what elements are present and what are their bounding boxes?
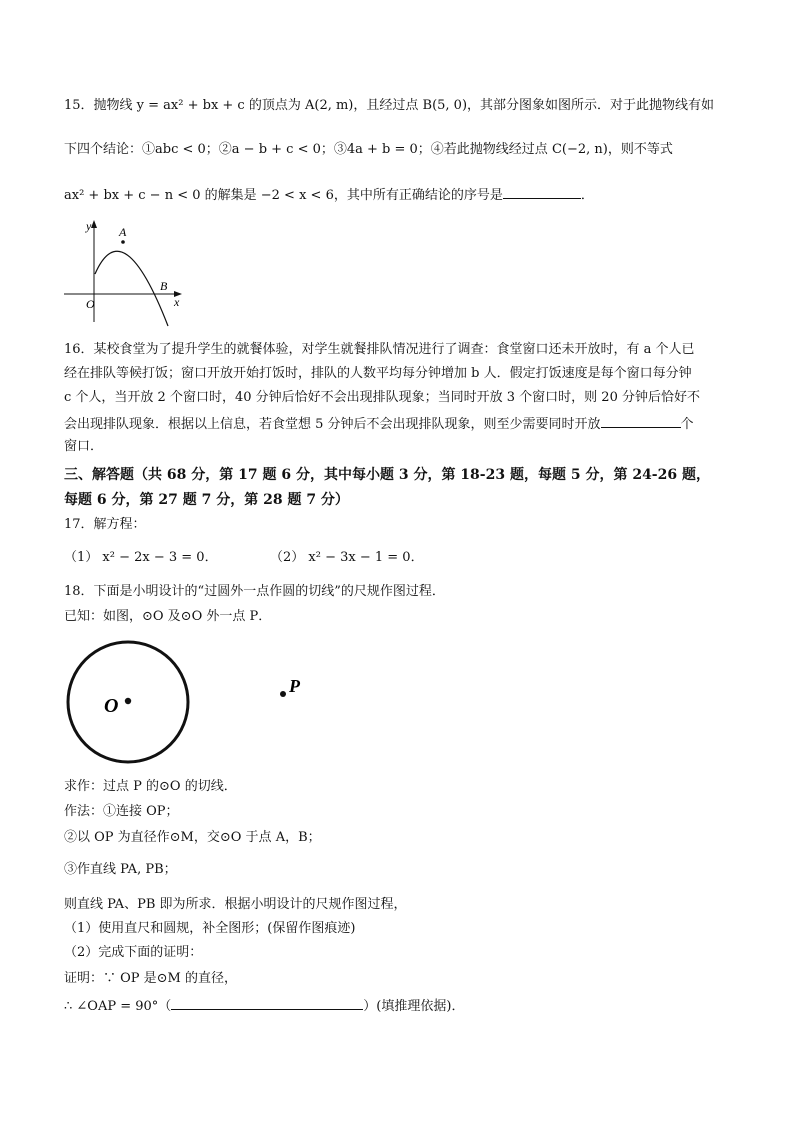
- vertex-label: A: [119, 225, 127, 239]
- q18-method-step-3: ③作直线 PA, PB；: [64, 862, 177, 877]
- section-3-heading-line-1: 三、解答题（共 68 分，第 17 题 6 分，其中每小题 3 分，第 18-23 题，每题 5 分，第 24-26 题，: [64, 467, 710, 483]
- origin-label: O: [86, 297, 95, 311]
- q18-proof-line-2: [64, 995, 464, 1017]
- center-o-label: O: [104, 695, 119, 717]
- parabola-curve: [95, 251, 168, 326]
- center-o-point: [125, 698, 131, 704]
- q18-intro: 18．下面是小明设计的“过圆外一点作圆的切线”的尺规作图过程．: [64, 584, 445, 599]
- q18-conclusion: 则直线 PA、PB 即为所求．根据小明设计的尺规作图过程，: [64, 897, 407, 912]
- q16-answer-blank[interactable]: [601, 413, 681, 428]
- q17-title: 17．解方程：: [64, 517, 146, 532]
- q18-proof-line-2-text: ∴ ∠OAP = 90°（: [64, 999, 172, 1014]
- x-axis-label: x: [174, 295, 180, 309]
- q16-line-4-text: 会出现排队现象．根据以上信息，若食堂想 5 分钟后不会出现排队现象，则至少需要同时开放: [64, 417, 601, 432]
- q15-line-3: [64, 184, 594, 206]
- q15-answer-blank[interactable]: [503, 184, 581, 199]
- q16-line-4: [64, 413, 694, 435]
- q18-method-step-1: 作法：①连接 OP；: [64, 804, 179, 819]
- q15-line-2: 下四个结论：①abc < 0；②a − b + c < 0；③4a + b = 0；④若此抛物线经过点 C(−2, n)，则不等式: [64, 142, 673, 157]
- q15-line-1: 15．抛物线 y = ax² + bx + c 的顶点为 A(2, m)，且经过点 B(5, 0)，其部分图象如图所示．对于此抛物线有如: [64, 98, 715, 113]
- q18-circle-figure: [60, 632, 320, 772]
- q15-line-3-text: ax² + bx + c − n < 0 的解集是 −2 < x < 6，其中所有正确结论的序号是: [64, 188, 503, 203]
- q18-proof-line-2-end: ）(填推理依据)．: [363, 999, 465, 1014]
- root-label: B: [160, 279, 168, 293]
- q18-method-step-2: ②以 OP 为直径作⊙M，交⊙O 于点 A，B；: [64, 830, 321, 845]
- point-p-label: P: [289, 676, 300, 696]
- q16-line-3: c 个人，当开放 2 个窗口时，40 分钟后恰好不会出现排队现象；当同时开放 3 个窗口时，则 20 分钟后恰好不: [64, 390, 700, 405]
- external-point-p: [280, 691, 286, 697]
- vertex-point: [121, 240, 125, 244]
- q17-part-1: （1） x² − 2x − 3 = 0．: [64, 550, 218, 565]
- q18-sub-question-1: （1）使用直尺和圆规，补全图形；(保留作图痕迹): [64, 921, 356, 936]
- q17-part-2: （2） x² − 3x − 1 = 0．: [270, 550, 424, 565]
- q16-line-2: 经在排队等候打饭；窗口开放开始打饭时，排队的人数平均每分钟增加 b 人．假定打饭速度是每个窗口每分钟: [64, 366, 692, 381]
- y-axis-label: y: [86, 219, 92, 233]
- q16-line-4-end: 个: [680, 417, 694, 432]
- section-3-heading-line-2: 每题 6 分，第 27 题 7 分，第 28 题 7 分）: [64, 492, 349, 508]
- q15-line-3-end: ．: [580, 188, 594, 203]
- q18-given: 已知：如图，⊙O 及⊙O 外一点 P．: [64, 609, 272, 624]
- y-axis-arrow: [91, 220, 97, 228]
- q18-task: 求作：过点 P 的⊙O 的切线．: [64, 779, 237, 794]
- q15-parabola-graph: [60, 218, 200, 330]
- q18-proof-line-1: 证明：∵ OP 是⊙M 的直径，: [64, 971, 238, 986]
- q18-reason-blank[interactable]: [171, 995, 363, 1010]
- q16-line-5: 窗口．: [64, 439, 104, 454]
- q16-line-1: 16．某校食堂为了提升学生的就餐体验，对学生就餐排队情况进行了调查：食堂窗口还未开放时，有 a 个人已: [64, 342, 695, 357]
- q18-sub-question-2: （2）完成下面的证明：: [64, 945, 203, 960]
